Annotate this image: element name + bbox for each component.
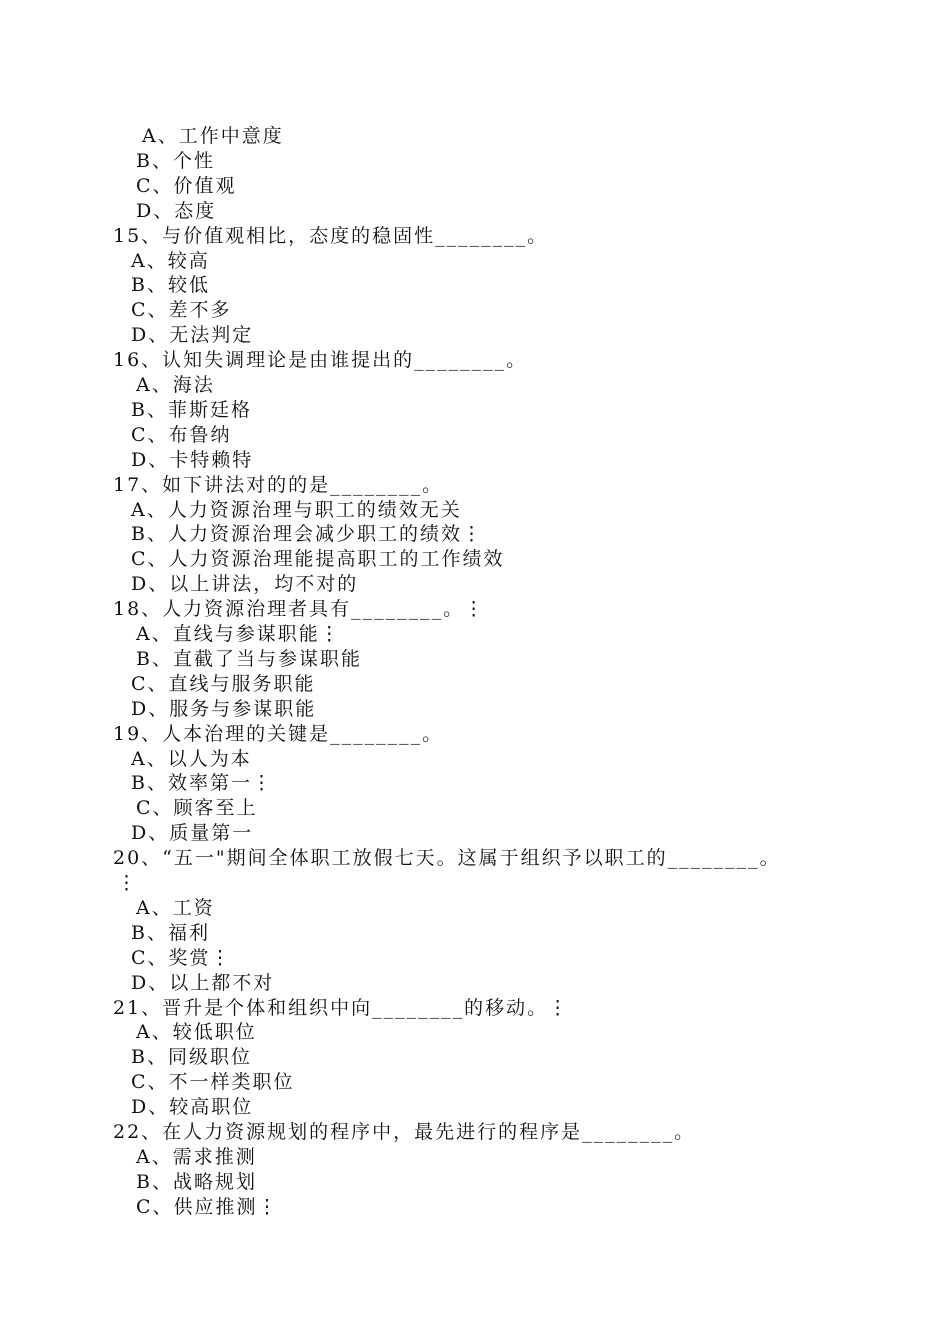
text-line: D、无法判定: [131, 324, 254, 347]
text-line: 15、与价值观相比，态度的稳固性________。: [113, 224, 549, 247]
text-line: D、较高职位: [131, 1096, 254, 1119]
text-line: 17、如下讲法对的的是________。: [113, 473, 444, 496]
text-line: B、效率第一⋮: [131, 772, 273, 795]
text-line: B、直截了当与参谋职能: [136, 647, 362, 670]
text-line: A、较低职位: [136, 1021, 257, 1044]
text-line: A、海法: [136, 374, 215, 396]
text-line: A、工资: [136, 896, 215, 919]
text-line: C、差不多: [131, 299, 232, 322]
text-line: C、价值观: [136, 174, 237, 197]
text-line: 22、在人力资源规划的程序中，最先进行的程序是________。: [113, 1121, 696, 1143]
text-line: C、奖赏⋮: [131, 946, 232, 969]
text-line: B、人力资源治理会减少职工的绩效⋮: [131, 523, 483, 546]
text-line: A、工作中意度: [142, 125, 284, 147]
text-line: D、卡特赖特: [131, 448, 254, 471]
text-line: C、不一样类职位: [131, 1071, 295, 1094]
text-line: B、个性: [136, 149, 215, 172]
text-line: C、人力资源治理能提高职工的工作绩效: [131, 548, 505, 571]
text-line: B、较低: [131, 274, 210, 297]
text-line: B、同级职位: [131, 1046, 252, 1069]
text-line: A、较高: [131, 249, 210, 272]
text-line: A、人力资源治理与职工的绩效无关: [131, 498, 462, 521]
text-line: B、菲斯廷格: [131, 398, 252, 421]
text-line: 21、晋升是个体和组织中向________的移动。⋮: [113, 996, 570, 1019]
text-line: C、供应推测⋮: [136, 1195, 279, 1218]
text-line: C、顾客至上: [136, 797, 258, 820]
text-line: C、布鲁纳: [131, 423, 232, 446]
text-line: B、福利: [131, 921, 210, 944]
text-line: B、战略规划: [136, 1170, 257, 1193]
text-line: 19、人本治理的关键是________。: [113, 722, 444, 745]
text-line: ⋮: [117, 872, 138, 894]
text-line: D、服务与参谋职能: [131, 697, 317, 720]
text-line: D、态度: [136, 199, 217, 222]
text-line: 20、“五一"期间全体职工放假七天。这属于组织予以职工的________。: [113, 847, 781, 870]
text-line: A、以人为本: [131, 747, 252, 770]
text-line: D、以上讲法，均不对的: [131, 573, 359, 596]
text-line: 18、人力资源治理者具有________。⋮: [113, 598, 486, 621]
text-line: A、需求推测: [136, 1145, 257, 1168]
text-line: C、直线与服务职能: [131, 672, 316, 695]
text-line: 16、认知失调理论是由谁提出的________。: [113, 349, 528, 372]
text-line: D、以上都不对: [131, 971, 275, 994]
text-line: D、质量第一: [131, 822, 254, 845]
text-line: A、直线与参谋职能⋮: [136, 623, 341, 645]
